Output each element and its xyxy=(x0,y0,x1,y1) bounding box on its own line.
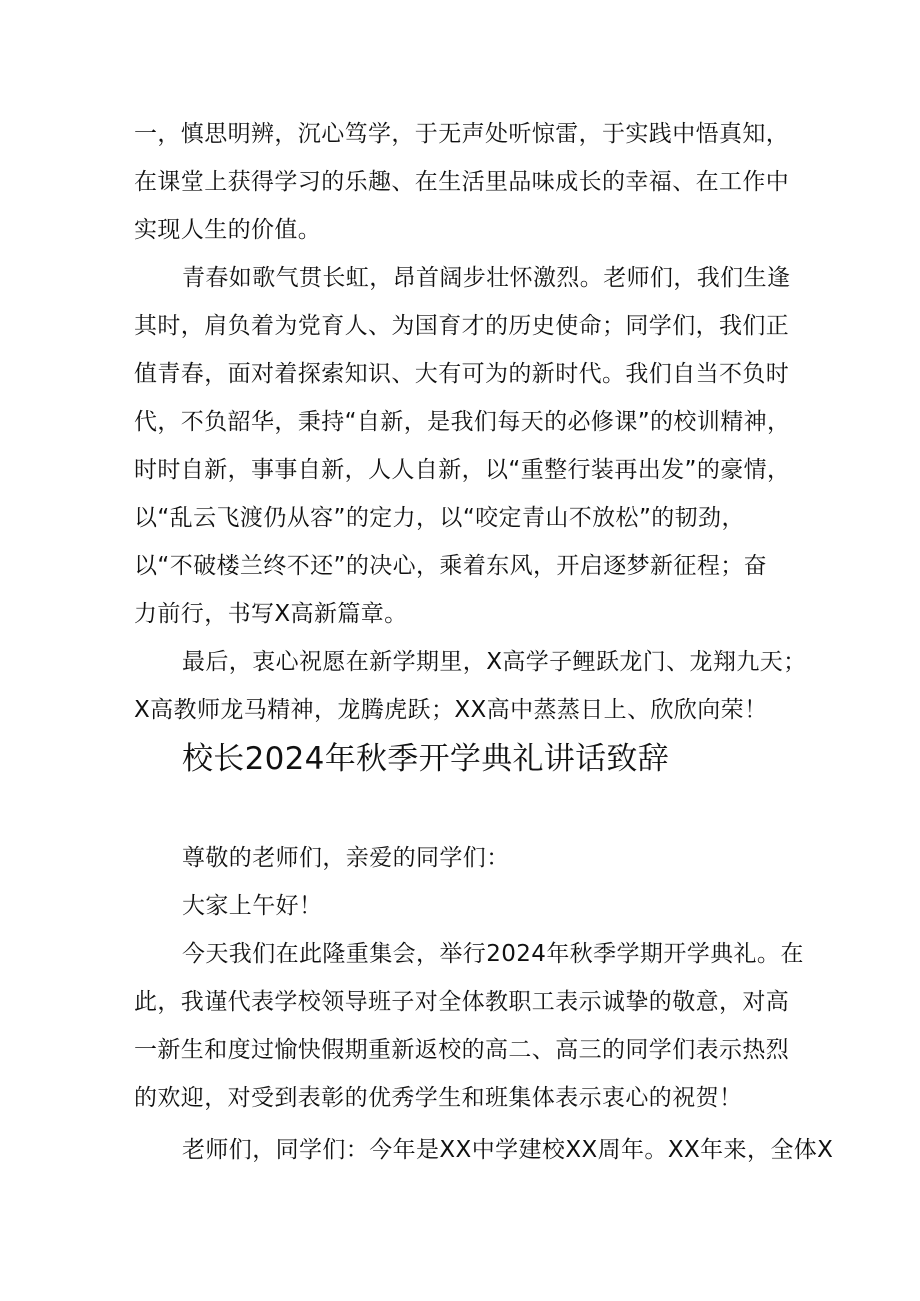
text-line: 一，慎思明辨，沉心笃学，于无声处听惊雷，于实践中悟真知， xyxy=(134,121,790,147)
text-line: 以“乱云飞渡仍从容”的定力，以“咬定青山不放松”的韧劲， xyxy=(134,505,745,531)
speech-title: 校长2024年秋季开学典礼讲话致辞 xyxy=(182,741,669,777)
text-line: 力前行，书写X高新篇章。 xyxy=(134,601,408,627)
text-line: 实现人生的价值。 xyxy=(134,217,322,243)
text-line: 一新生和度过愉快假期重新返校的高二、高三的同学们表示热烈 xyxy=(134,1037,790,1063)
salutation: 尊敬的老师们，亲爱的同学们： xyxy=(182,845,510,871)
text-line: 老师们，同学们：今年是XX中学建校XX周年。XX年来，全体X xyxy=(182,1137,834,1163)
text-line: 在课堂上获得学习的乐趣、在生活里品味成长的幸福、在工作中 xyxy=(134,169,790,195)
text-line: 最后，衷心祝愿在新学期里，X高学子鲤跃龙门、龙翔九天； xyxy=(182,649,807,675)
text-line: 其时，肩负着为党育人、为国育才的历史使命；同学们，我们正 xyxy=(134,313,790,339)
text-line: 的欢迎，对受到表彰的优秀学生和班集体表示衷心的祝贺！ xyxy=(134,1085,743,1111)
text-line: X高教师龙马精神，龙腾虎跃；XX高中蒸蒸日上、欣欣向荣！ xyxy=(134,697,768,723)
text-line: 以“不破楼兰终不还”的决心，乘着东风，开启逐梦新征程；奋 xyxy=(134,553,768,579)
text-line: 代，不负韶华，秉持“自新，是我们每天的必修课”的校训精神， xyxy=(134,409,791,435)
text-line: 青春如歌气贯长虹，昂首阔步壮怀激烈。老师们，我们生逢 xyxy=(182,265,791,291)
text-line: 此，我谨代表学校领导班子对全体教职工表示诚挚的敬意，对高 xyxy=(134,989,790,1015)
greeting: 大家上午好！ xyxy=(182,893,323,919)
text-line: 值青春，面对着探索知识、大有可为的新时代。我们自当不负时 xyxy=(134,361,790,387)
text-line: 今天我们在此隆重集会，举行2024年秋季学期开学典礼。在 xyxy=(182,941,804,967)
text-line: 时时自新，事事自新，人人自新，以“重整行装再出发”的豪情， xyxy=(134,457,791,483)
